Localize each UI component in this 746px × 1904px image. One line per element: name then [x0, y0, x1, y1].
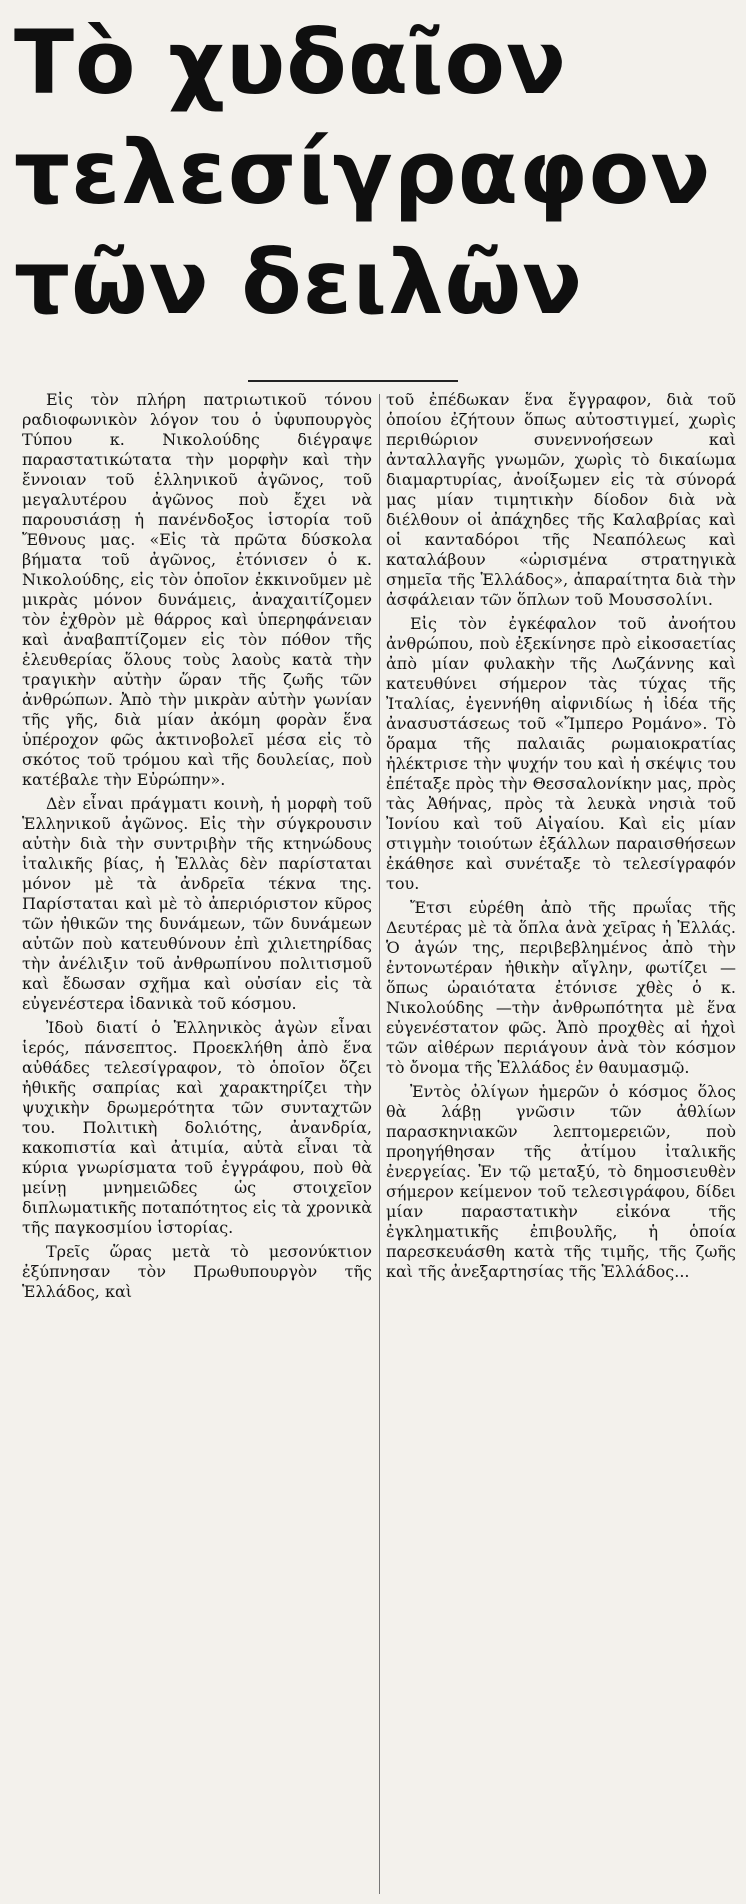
headline-line-1: Τὸ χυδαῖον	[14, 11, 567, 114]
paragraph: Ἰδοὺ διατί ὁ Ἑλληνικὸς ἀγὼν εἶναι ἱερός, πάνσεπτος. Προεκλήθη ἀπὸ ἕνα αὐθάδες τελεσίγραφον, τὸ ὁποῖον ὄζει ἠθικῆς σαπρίας καὶ χαρακτηρίζει τὴν ψυχικὴν δρωμερότητα τῶν συνταχτῶν του. Πολιτικὴ δολιότης, ἀνανδρία, κακοπιστία καὶ ἀτιμία, αὐτὰ εἶναι τὰ κύρια γνωρίσματα τοῦ ἐγγράφου, ποὺ θὰ μείνῃ μνημειῶδες ὡς στοιχεῖον διπλωματικῆς ποταπότητος εἰς τὰ χρονικὰ τῆς παγκοσμίου ἱστορίας.	[22, 1018, 372, 1237]
headline-line-2: τελεσίγραφον	[14, 121, 712, 224]
headline	[14, 8, 734, 338]
article-column-right	[386, 390, 736, 1896]
column-divider	[379, 394, 380, 1894]
paragraph-continuation: τοῦ ἐπέδωκαν ἕνα ἔγγραφον, διὰ τοῦ ὁποίου ἐζήτουν ὅπως αὐτοστιγμεί, χωρὶς περιθώριον συνεννοήσεων καὶ ἀνταλλαγῆς γνωμῶν, χωρὶς τὸ δικαίωμα διαμαρτυρίας, ἀνοίξωμεν εἰς τὰ σύνορά μας μίαν τιμητικὴν δίοδον διὰ νὰ διέλθουν οἱ ἀπάχηδες τῆς Καλαβρίας καὶ οἱ κανταδόροι τῆς Νεαπόλεως καὶ καταλάβουν «ὡρισμένα στρατηγικὰ σημεῖα τῆς Ἑλλάδος», ἀπαραίτητα διὰ τὴν ἀσφάλειαν τῶν ὅπλων τοῦ Μουσσολίνι.	[386, 390, 736, 609]
paragraph: Εἰς τὸν πλήρη πατριωτικοῦ τόνου ραδιοφωνικὸν λόγον του ὁ ὑφυπουργὸς Τύπου κ. Νικολούδης διέγραψε παραστατικώτατα τὴν μορφὴν καὶ τὴν ἔννοιαν τοῦ ἑλληνικοῦ ἀγῶνος, τοῦ μεγαλυτέρου ἀγῶνος ποὺ ἔχει νὰ παρουσιάσῃ ἡ πανένδοξος ἱστορία τοῦ Ἔθνους μας. «Εἰς τὰ πρῶτα δύσκολα βήματα τοῦ ἀγῶνος, ἐτόνισεν ὁ κ. Νικολούδης, εἰς τὸν ὁποῖον ἐκκινοῦμεν μὲ μικρὰς μόνον δυνάμεις, ἀναχαιτίζομεν τὸν ἐχθρὸν μὲ θάρρος καὶ ὑπερηφάνειαν καὶ ἀναβαπτίζομεν εἰς τὸν πόθον τῆς ἐλευθερίας ὅλους τοὺς λαοὺς κατὰ τὴν τραγικὴν αὐτὴν ὥραν τῆς ζωῆς τῶν ἀνθρώπων. Ἀπὸ τὴν μικρὰν αὐτὴν γωνίαν τῆς γῆς, διὰ μίαν ἀκόμη φορὰν ἕνα ὑπέροχον φῶς ἀκτινοβολεῖ μέσα εἰς τὸ σκότος τοῦ τρόμου καὶ τῆς δουλείας, ποὺ κατέβαλε τὴν Εὐρώπην».	[22, 390, 372, 789]
paragraph: Ἐντὸς ὀλίγων ἡμερῶν ὁ κόσμος ὅλος θὰ λάβῃ γνῶσιν τῶν ἀθλίων παρασκηνιακῶν λεπτομερειῶν, ποὺ προηγήθησαν τῆς ἀτίμου ἰταλικῆς ἐνεργείας. Ἐν τῷ μεταξύ, τὸ δημοσιευθὲν σήμερον κείμενον τοῦ τελεσιγράφου, δίδει μίαν παραστατικὴν εἰκόνα τῆς ἐγκληματικῆς ἐπιβουλῆς, ἡ ὁποία παρεσκευάσθη κατὰ τῆς τιμῆς, τῆς ζωῆς καὶ τῆς ἀνεξαρτησίας τῆς Ἑλλάδος...	[386, 1082, 736, 1281]
paragraph: Εἰς τὸν ἐγκέφαλον τοῦ ἀνοήτου ἀνθρώπου, ποὺ ἐξεκίνησε πρὸ εἰκοσαετίας ἀπὸ μίαν φυλακὴν τῆς Λωζάννης καὶ κατευθύνει σήμερον τὰς τύχας τῆς Ἰταλίας, ἐγεννήθη αἰφνιδίως ἡ ἰδέα τῆς ἀνασυστάσεως τοῦ «Ἴμπερο Ρομάνο». Τὸ ὅραμα τῆς παλαιᾶς ρωμαιοκρατίας ἠλέκτρισε τὴν ψυχήν του καὶ ἡ σκέψις του ἐπέταξε πρὸς τὴν Θεσσαλονίκην μας, πρὸς τὰς Ἀθήνας, πρὸς τὰ λευκὰ νησιὰ τοῦ Ἰονίου καὶ τοῦ Αἰγαίου. Καὶ εἰς μίαν στιγμὴν τοιούτων ἐξάλλων παραισθήσεων ἐκάθησε καὶ συνέταξε τὸ τελεσίγραφόν του.	[386, 614, 736, 893]
article-column-left	[22, 390, 372, 1896]
paragraph: Ἔτσι εὑρέθη ἀπὸ τῆς πρωΐας τῆς Δευτέρας μὲ τὰ ὅπλα ἀνὰ χεῖρας ἡ Ἑλλάς. Ὁ ἀγών της, περιβεβλημένος ἀπὸ τὴν ἐντονωτέραν ἠθικὴν αἴγλην, φωτίζει —ὅπως ὡραιότατα ἐτόνισε χθὲς ὁ κ. Νικολούδης —τὴν ἀνθρωπότητα μὲ ἕνα εὐγενέστατον φῶς. Ἀπὸ προχθὲς αἱ ἠχοὶ τῶν αἰθέρων περιάγουν ἀνὰ τὸν κόσμον τὸ ὄνομα τῆς Ἑλλάδος ἐν θαυμασμῷ.	[386, 898, 736, 1077]
article-body	[22, 390, 736, 1896]
headline-line-3: τῶν δειλῶν	[14, 231, 584, 334]
paragraph: Τρεῖς ὥρας μετὰ τὸ μεσονύκτιον ἐξύπνησαν τὸν Πρωθυπουργὸν τῆς Ἑλλάδος, καὶ	[22, 1242, 372, 1301]
paragraph: Δὲν εἶναι πράγματι κοινὴ, ἡ μορφὴ τοῦ Ἑλληνικοῦ ἀγῶνος. Εἰς τὴν σύγκρουσιν αὐτὴν διὰ τὴν συντριβὴν τῆς κτηνώδους ἰταλικῆς βίας, ἡ Ἑλλὰς δὲν παρίσταται μόνον μὲ τὰ ἀνδρεῖα τέκνα της. Παρίσταται καὶ μὲ τὸ ἀπεριόριστον κῦρος τῶν ἠθικῶν της δυνάμεων, τῶν δυνάμεων αὐτῶν ποὺ κατευθύνουν ἐπὶ χιλιετηρίδας τὴν ἀνέλιξιν τοῦ ἀνθρωπίνου πολιτισμοῦ καὶ ἔδωσαν σχῆμα καὶ οὐσίαν εἰς τὰ εὐγενέστερα ἰδανικὰ τοῦ κόσμου.	[22, 794, 372, 1013]
headline-divider	[248, 380, 458, 382]
